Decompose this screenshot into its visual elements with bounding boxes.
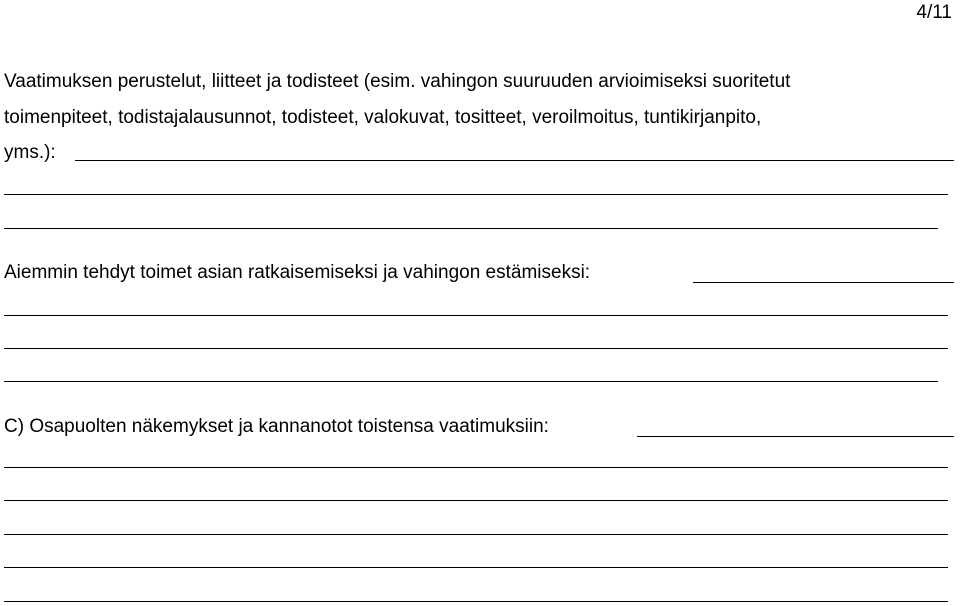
previous-actions-answer-line[interactable] (4, 381, 938, 382)
justification-answer-line[interactable] (75, 160, 954, 161)
section-c-answer-line[interactable] (4, 467, 948, 468)
justification-label-line-2: toimenpiteet, todistajalausunnot, todisteet, valokuvat, tositteet, veroilmoitus, tuntikirjanpito, (4, 107, 762, 128)
previous-actions-label: Aiemmin tehdyt toimet asian ratkaisemiseksi ja vahingon estämiseksi: (4, 262, 591, 283)
page-number: 4/11 (916, 2, 952, 23)
section-c-label: C) Osapuolten näkemykset ja kannanotot toistensa vaatimuksiin: (4, 416, 549, 437)
justification-answer-line[interactable] (4, 228, 938, 229)
section-c-answer-line[interactable] (637, 436, 954, 437)
justification-answer-line[interactable] (4, 194, 948, 195)
section-c-answer-line[interactable] (4, 500, 948, 501)
section-c-answer-line[interactable] (4, 534, 948, 535)
section-c-answer-line[interactable] (4, 567, 948, 568)
justification-label-line-1: Vaatimuksen perustelut, liitteet ja todisteet (esim. vahingon suuruuden arvioimiseksi suoritetut (4, 71, 791, 92)
previous-actions-answer-line[interactable] (693, 282, 954, 283)
section-c-answer-line[interactable] (4, 601, 948, 602)
previous-actions-answer-line[interactable] (4, 315, 948, 316)
previous-actions-answer-line[interactable] (4, 348, 948, 349)
justification-label-line-3: yms.): (4, 142, 56, 163)
